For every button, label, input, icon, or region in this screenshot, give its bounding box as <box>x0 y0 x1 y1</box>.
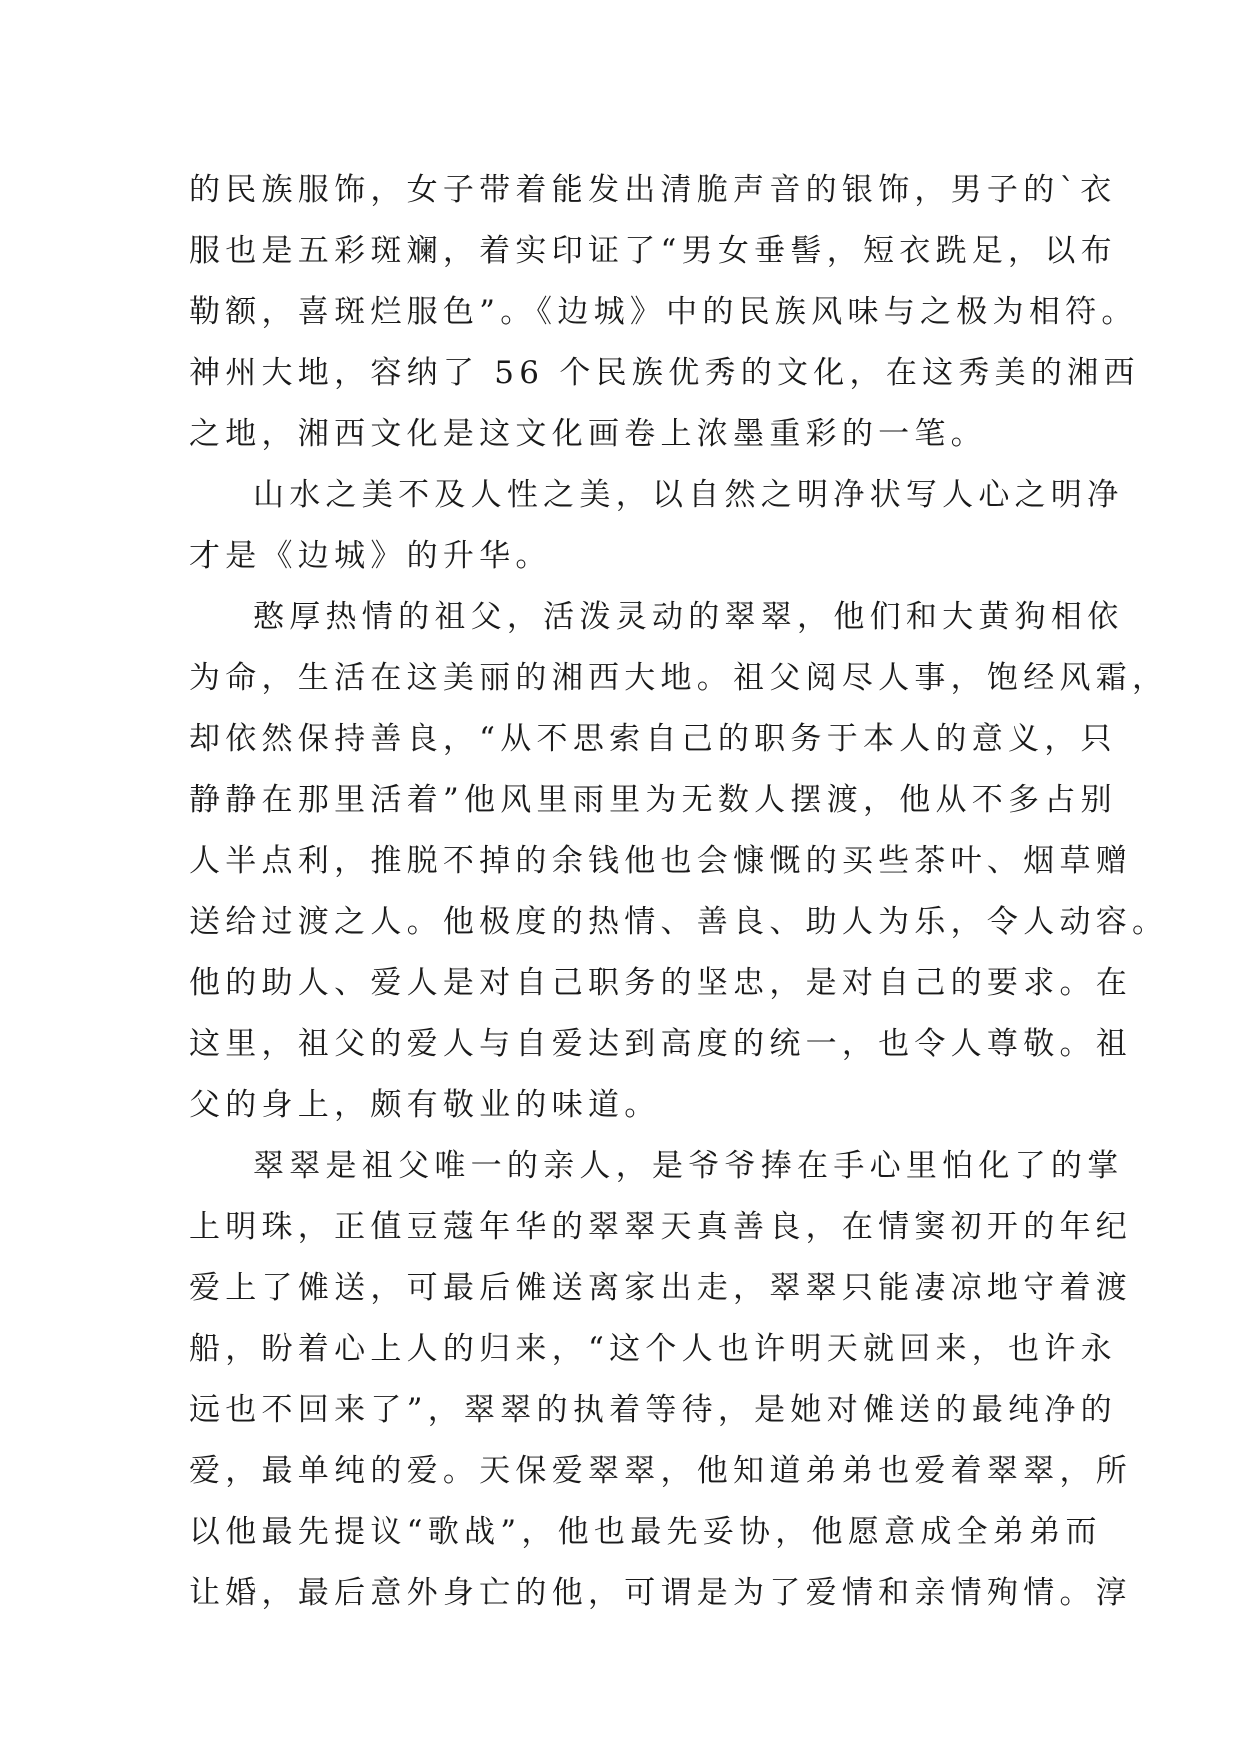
text-line: 人半点利，推脱不掉的余钱他也会慷慨的买些茶叶、烟草赠 <box>189 843 1133 879</box>
text-line: 为命，生活在这美丽的湘西大地。祖父阅尽人事，饱经风霜， <box>189 660 1169 696</box>
paragraph-start-line: 翠翠是祖父唯一的亲人，是爷爷捧在手心里怕化了的掌 <box>253 1148 1124 1184</box>
text-line: 的民族服饰，女子带着能发出清脆声音的银饰，男子的`衣 <box>189 172 1117 208</box>
text-line: 父的身上，颇有敬业的味道。 <box>189 1087 661 1123</box>
paragraph-start-line: 憨厚热情的祖父，活泼灵动的翠翠，他们和大黄狗相依 <box>253 599 1124 635</box>
text-line: 爱，最单纯的爱。天保爱翠翠，他知道弟弟也爱着翠翠，所 <box>189 1453 1133 1489</box>
text-line: 才是《边城》的升华。 <box>189 538 552 574</box>
body-text <box>189 160 1169 1624</box>
text-line: 勒额，喜斑烂服色”。《边城》中的民族风味与之极为相符。 <box>189 294 1138 330</box>
text-line: 远也不回来了”，翠翠的执着等待，是她对傩送的最纯净的 <box>189 1392 1117 1428</box>
text-line: 船，盼着心上人的归来，“这个人也许明天就回来，也许永 <box>189 1331 1117 1367</box>
text-line: 他的助人、爱人是对自己职务的坚忠，是对自己的要求。在 <box>189 965 1133 1001</box>
text-line: 以他最先提议“歌战”，他也最先妥协，他愿意成全弟弟而 <box>189 1514 1102 1550</box>
text-line: 静静在那里活着”他风里雨里为无数人摆渡，他从不多占别 <box>189 782 1117 818</box>
text-line: 这里，祖父的爱人与自爱达到高度的统一，也令人尊敬。祖 <box>189 1026 1133 1062</box>
text-line: 服也是五彩斑斓，着实印证了“男女垂髻，短衣跣足，以布 <box>189 233 1117 269</box>
text-line: 爱上了傩送，可最后傩送离家出走，翠翠只能凄凉地守着渡 <box>189 1270 1133 1306</box>
text-line: 让婚，最后意外身亡的他，可谓是为了爱情和亲情殉情。淳 <box>189 1575 1133 1611</box>
text-line: 之地，湘西文化是这文化画卷上浓墨重彩的一笔。 <box>189 416 987 452</box>
text-line: 神州大地，容纳了 56 个民族优秀的文化，在这秀美的湘西 <box>189 355 1140 391</box>
paragraph-start-line: 山水之美不及人性之美，以自然之明净状写人心之明净 <box>253 477 1124 513</box>
text-line: 却依然保持善良，“从不思索自己的职务于本人的意义，只 <box>189 721 1117 757</box>
text-line: 送给过渡之人。他极度的热情、善良、助人为乐，令人动容。 <box>189 904 1169 940</box>
text-line: 上明珠，正值豆蔻年华的翠翠天真善良，在情窦初开的年纪 <box>189 1209 1133 1245</box>
